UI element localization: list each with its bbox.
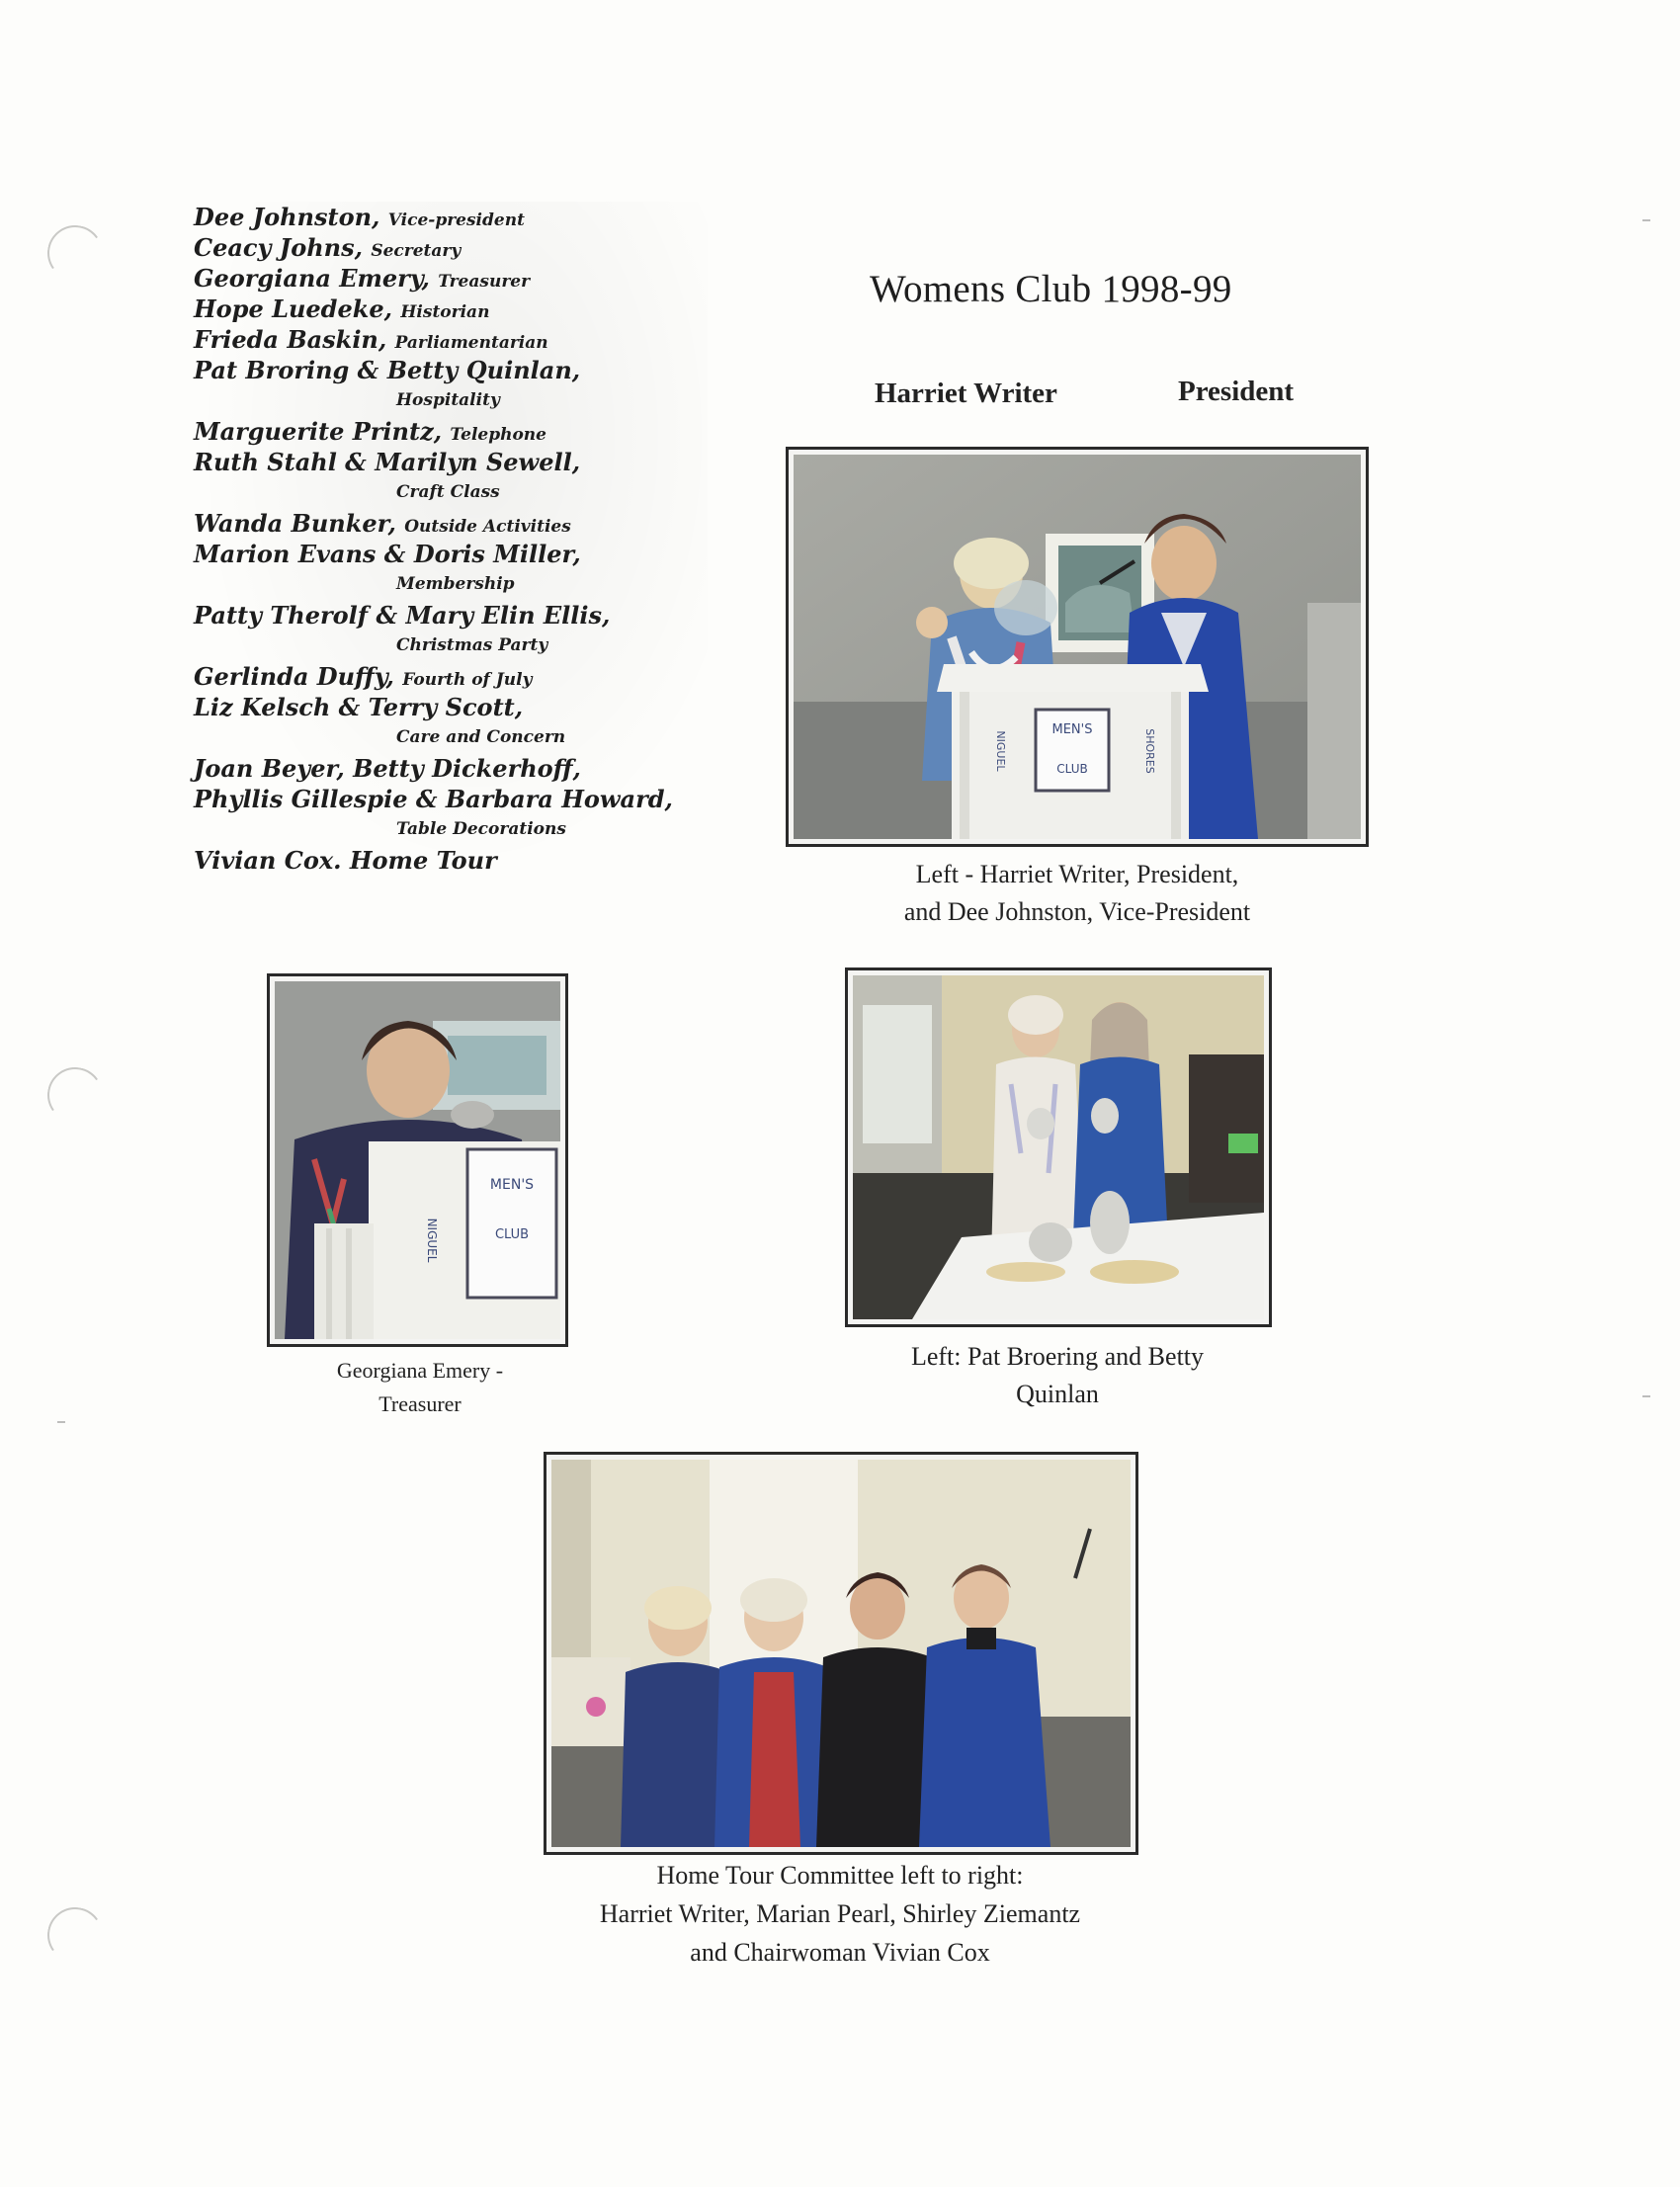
roster-row xyxy=(194,294,708,324)
roster-role: Outside Activities xyxy=(404,517,571,537)
roster-name: Pat Broring & Betty Quinlan, xyxy=(194,356,581,384)
photo-treasurer xyxy=(267,973,568,1347)
roster-row xyxy=(194,355,708,385)
roster-name: Vivian Cox. Home Tour xyxy=(194,846,497,875)
roster-role: Treasurer xyxy=(438,272,531,292)
caption-line: and Dee Johnston, Vice-President xyxy=(903,897,1251,926)
roster-name: Liz Kelsch & Terry Scott, xyxy=(194,693,524,721)
roster-name: Joan Beyer, Betty Dickerhoff, xyxy=(194,754,581,783)
podium-club-top: MEN'S xyxy=(1051,722,1093,737)
photo-home-tour xyxy=(544,1452,1138,1855)
photo-hospitality-image xyxy=(853,975,1264,1319)
roster-role-line: Table Decorations xyxy=(396,819,566,839)
roster-role-line: Membership xyxy=(396,574,515,594)
roster-role: Fourth of July xyxy=(402,670,533,690)
roster-row xyxy=(194,447,708,477)
roster-name: Patty Therolf & Mary Elin Ellis, xyxy=(194,601,611,630)
photo-treasurer-image xyxy=(275,981,560,1339)
caption-line: Quinlan xyxy=(1016,1380,1099,1408)
roster-name: Wanda Bunker, xyxy=(194,509,396,538)
roster-name: Marion Evans & Doris Miller, xyxy=(194,540,581,568)
president-label: President xyxy=(1178,376,1295,407)
scan-mark xyxy=(1642,219,1650,221)
roster-row xyxy=(194,692,708,722)
caption-line: Left - Harriet Writer, President, xyxy=(915,860,1239,888)
photo-president-vp xyxy=(786,447,1369,847)
president-name: Harriet Writer xyxy=(875,378,1057,409)
roster-row xyxy=(194,232,708,263)
officer-roster xyxy=(194,202,708,876)
roster-name: Gerlinda Duffy, xyxy=(194,662,394,691)
roster-row xyxy=(194,508,708,539)
podium-left-word: NIGUEL xyxy=(994,730,1007,772)
roster-role-line: Craft Class xyxy=(396,482,500,502)
page-title: Womens Club 1998-99 xyxy=(870,268,1232,310)
caption-line: Treasurer xyxy=(378,1391,462,1416)
photo-scene xyxy=(275,981,560,1339)
roster-row xyxy=(194,600,708,631)
caption-line: and Chairwoman Vivian Cox xyxy=(690,1938,990,1967)
podium-club-top: MEN'S xyxy=(489,1177,535,1193)
roster-name: Ruth Stahl & Marilyn Sewell, xyxy=(194,448,581,476)
caption-hospitality xyxy=(830,1338,1285,1413)
binder-hole-middle xyxy=(43,1063,108,1128)
roster-role-line: Care and Concern xyxy=(396,727,566,747)
roster-role-line: Hospitality xyxy=(396,390,500,410)
roster-row xyxy=(194,263,708,294)
photo-scene xyxy=(551,1460,1131,1847)
roster-name: Marguerite Printz, xyxy=(194,417,443,446)
roster-row xyxy=(194,661,708,692)
roster-name: Georgiana Emery, xyxy=(194,264,430,293)
caption-line: Left: Pat Broering and Betty xyxy=(910,1342,1205,1371)
binder-hole-top xyxy=(43,221,108,286)
roster-role-line: Christmas Party xyxy=(396,635,548,655)
scan-mark xyxy=(57,1421,65,1423)
podium-club-bottom: CLUB xyxy=(1056,762,1088,776)
photo-hospitality xyxy=(845,967,1272,1327)
caption-treasurer xyxy=(267,1354,573,1421)
podium-left-word: NIGUEL xyxy=(425,1218,439,1263)
roster-role: Telephone xyxy=(450,425,546,445)
photo-scene xyxy=(794,455,1361,839)
roster-role: Historian xyxy=(400,302,490,322)
roster-role: Parliamentarian xyxy=(394,333,548,353)
photo-president-vp-image xyxy=(794,455,1361,839)
podium-club-bottom: CLUB xyxy=(494,1227,530,1242)
caption-president-vp xyxy=(830,856,1324,931)
roster-name: Frieda Baskin, xyxy=(194,325,387,354)
podium-right-word: SHORES xyxy=(1143,728,1156,774)
caption-line: Harriet Writer, Marian Pearl, Shirley Ziemantz xyxy=(599,1899,1081,1928)
roster-name: Hope Luedeke, xyxy=(194,294,392,323)
caption-home-tour xyxy=(494,1856,1186,1972)
roster-role: Secretary xyxy=(371,241,462,261)
roster-row xyxy=(194,845,708,876)
roster-name: Phyllis Gillespie & Barbara Howard, xyxy=(194,785,673,813)
roster-row xyxy=(194,324,708,355)
caption-line: Georgiana Emery - xyxy=(336,1358,504,1383)
roster-row xyxy=(194,784,708,814)
roster-name: Dee Johnston, xyxy=(194,203,380,231)
roster-name: Ceacy Johns, xyxy=(194,233,363,262)
roster-row xyxy=(194,416,708,447)
scan-mark xyxy=(1642,1395,1650,1397)
roster-role: Vice-president xyxy=(387,210,525,230)
caption-line: Home Tour Committee left to right: xyxy=(656,1861,1024,1890)
photo-scene xyxy=(853,975,1264,1319)
photo-home-tour-image xyxy=(551,1460,1131,1847)
roster-row xyxy=(194,753,708,784)
binder-hole-bottom xyxy=(43,1903,108,1968)
roster-row xyxy=(194,202,708,232)
roster-row xyxy=(194,539,708,569)
